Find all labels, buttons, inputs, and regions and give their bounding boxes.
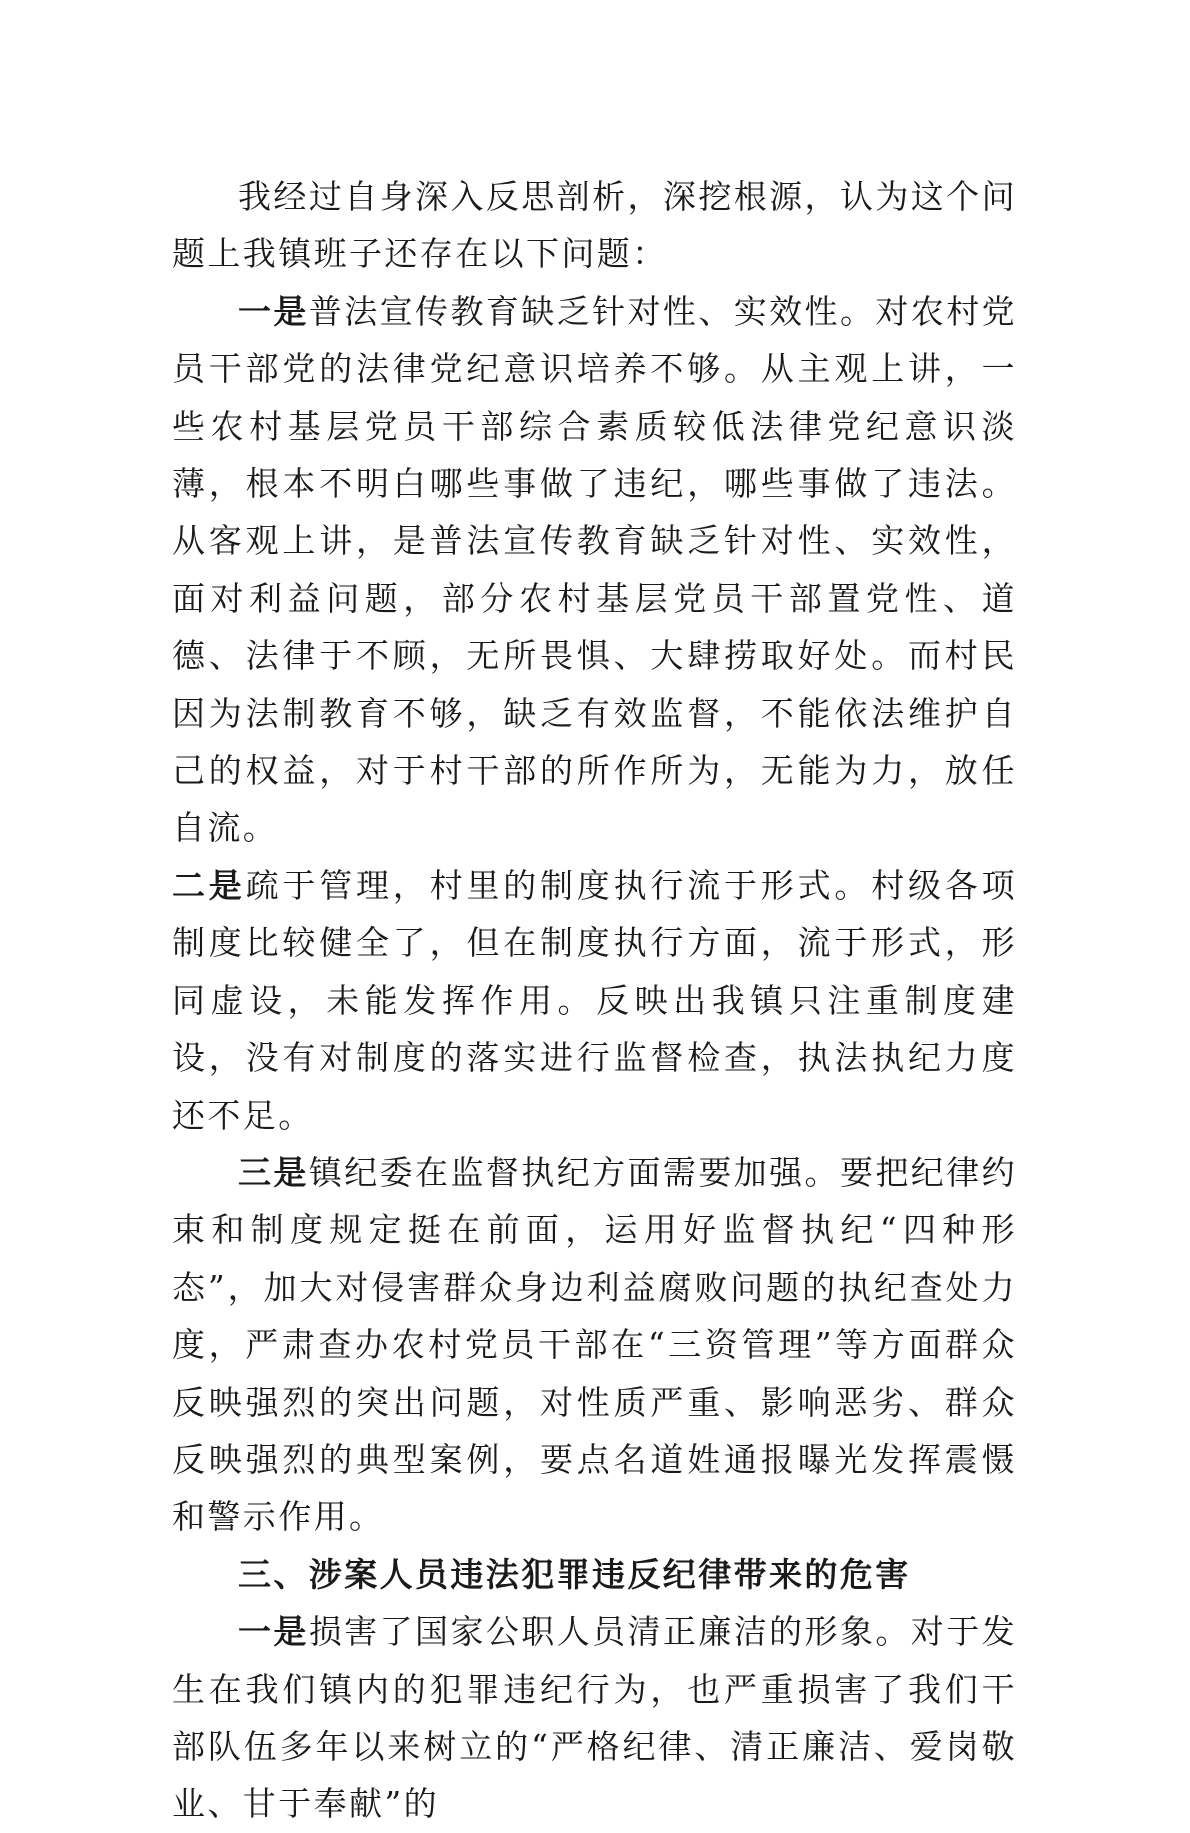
intro-paragraph: 我经过自身深入反思剖析，深挖根源，认为这个问题上我镇班子还存在以下问题： bbox=[172, 177, 1017, 274]
final-point-paragraph bbox=[172, 1603, 1017, 1833]
point-three-text: 镇纪委在监督执纪方面需要加强。要把纪律约束和制度规定挺在前面，运用好监督执纪“四种形态”，加大对侵害群众身边利益腐败问题的执纪查处力度，严肃查办农村党员干部在“三资管理”等方面群众反映强烈的突出问题，对性质严重、影响恶劣、群众反映强烈的典型案例，要点名道姓通报曝光发挥震慑和警示作用。 bbox=[172, 1152, 1017, 1537]
final-point-lead: 一是 bbox=[238, 1612, 309, 1652]
point-three-paragraph bbox=[172, 1144, 1017, 1546]
document-page bbox=[172, 168, 1017, 1833]
point-one-text: 普法宣传教育缺乏针对性、实效性。对农村党员干部党的法律党纪意识培养不够。从主观上讲，一些农村基层党员干部综合素质较低法律党纪意识淡薄，根本不明白哪些事做了违纪，哪些事做了违法。从客观上讲，是普法宣传教育缺乏针对性、实效性，面对利益问题，部分农村基层党员干部置党性、道德、法律于不顾，无所畏惧、大肆捞取好处。而村民因为法制教育不够，缺乏有效监督，不能依法维护自己的权益，对于村干部的所作所为，无能为力，放任自流。 bbox=[172, 291, 1017, 848]
point-two-text: 疏于管理，村里的制度执行流于形式。村级各项制度比较健全了，但在制度执行方面，流于形式，形同虚设，未能发挥作用。反映出我镇只注重制度建设，没有对制度的落实进行监督检查，执法执纪力度还不足。 bbox=[172, 865, 1017, 1135]
section-heading: 三、涉案人员违法犯罪违反纪律带来的危害 bbox=[238, 1554, 911, 1594]
point-two-lead: 二是 bbox=[172, 865, 246, 905]
point-one-paragraph bbox=[172, 283, 1017, 857]
final-point-text: 损害了国家公职人员清正廉洁的形象。对于发生在我们镇内的犯罪违纪行为，也严重损害了我们干部队伍多年以来树立的“严格纪律、清正廉洁、爱岗敬业、甘于奉献”的 bbox=[172, 1612, 1017, 1824]
point-two-paragraph bbox=[172, 857, 1017, 1144]
point-one-lead: 一是 bbox=[238, 291, 309, 331]
point-three-lead: 三是 bbox=[238, 1152, 309, 1192]
